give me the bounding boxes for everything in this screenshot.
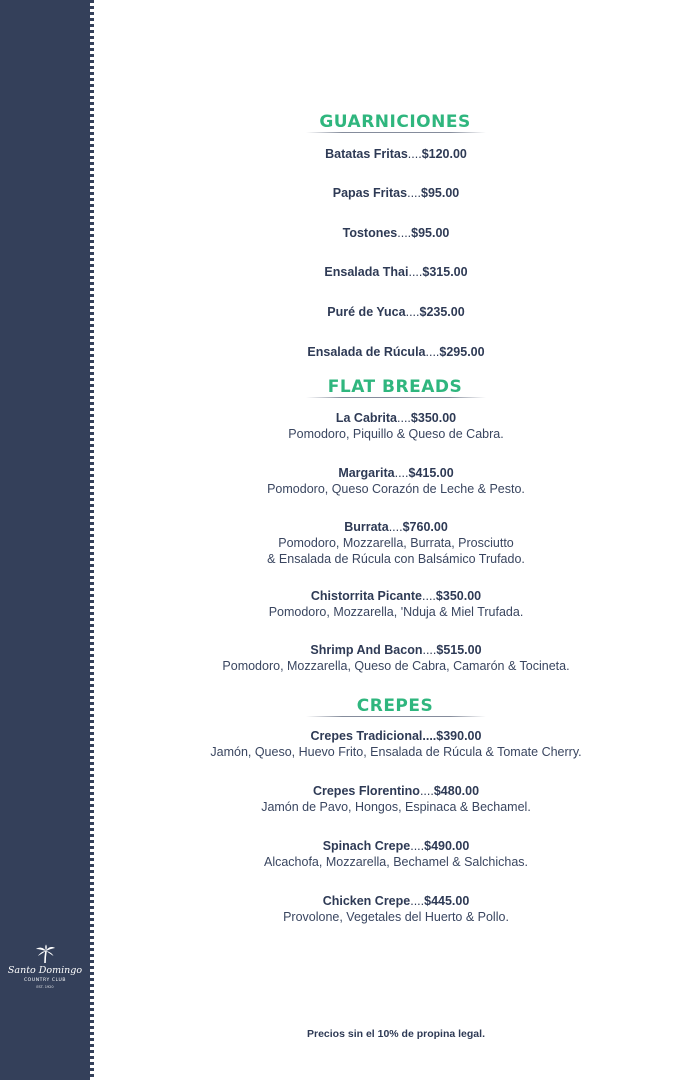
item-dots: ....: [405, 305, 420, 319]
menu-item: [180, 783, 612, 815]
item-name: La Cabrita: [335, 411, 398, 425]
item-price: $235.00: [419, 305, 465, 319]
item-price: $445.00: [424, 894, 470, 908]
logo-est-text: EST. 1920: [36, 985, 54, 989]
item-name: Burrata: [344, 520, 389, 534]
menu-item: [180, 519, 612, 567]
menu-item: [180, 185, 612, 201]
item-price: $480.00: [433, 784, 480, 798]
menu-item: [180, 410, 612, 442]
item-name: Papas Fritas: [332, 186, 408, 200]
item-name: Ensalada Thai: [324, 265, 409, 279]
item-price: $315.00: [422, 265, 468, 279]
item-name: Crepes Tradicional....: [310, 729, 437, 743]
menu-item: [180, 588, 612, 620]
section-divider: [306, 132, 486, 133]
item-dots: ....: [422, 589, 436, 603]
item-dots: ....: [410, 894, 425, 908]
item-dots: ....: [419, 784, 434, 798]
item-price: $295.00: [439, 345, 485, 359]
menu-item: [180, 146, 612, 162]
item-price: $490.00: [424, 839, 470, 853]
item-dots: ....: [394, 466, 409, 480]
item-description-line-2: & Ensalada de Rúcula con Balsámico Trufado.: [267, 552, 525, 566]
item-dots: ....: [397, 411, 411, 425]
item-name: Spinach Crepe: [322, 839, 411, 853]
item-description: Pomodoro, Mozzarella, Queso de Cabra, Camarón & Tocineta.: [222, 659, 570, 673]
item-description: Pomodoro, Mozzarella, 'Nduja & Miel Trufada.: [268, 605, 524, 619]
item-price: $415.00: [408, 466, 454, 480]
item-description: Provolone, Vegetales del Huerto & Pollo.: [283, 910, 509, 924]
item-dots: ....: [425, 345, 440, 359]
footer-note: Precios sin el 10% de propina legal.: [307, 1028, 485, 1040]
item-price: $120.00: [421, 147, 467, 161]
item-name: Margarita: [338, 466, 395, 480]
item-dots: ....: [408, 265, 423, 279]
menu-item: [180, 304, 612, 320]
section-title-crepes: CREPES: [356, 696, 434, 716]
item-name: Tostones: [342, 226, 398, 240]
sidebar-band: [0, 0, 90, 1080]
menu-item: [180, 465, 612, 497]
item-name: Ensalada de Rúcula: [307, 345, 426, 359]
sidebar-perforated-edge: [88, 0, 94, 1080]
menu-item: [180, 728, 612, 760]
section-title-guarniciones: GUARNICIONES: [319, 112, 471, 132]
menu-item: [180, 264, 612, 280]
item-dots: ....: [397, 226, 412, 240]
menu-item: [180, 344, 612, 360]
logo-script-name: Santo Domingo: [7, 965, 83, 976]
item-name: Shrimp And Bacon: [310, 643, 423, 657]
item-price: $390.00: [436, 729, 482, 743]
club-logo: [4, 944, 86, 989]
menu-item: [180, 642, 612, 674]
item-description: Pomodoro, Mozzarella, Burrata, Prosciutto: [278, 536, 514, 550]
item-price: $515.00: [436, 643, 482, 657]
section-divider: [306, 397, 486, 398]
item-name: Crepes Florentino: [312, 784, 420, 798]
item-dots: ....: [410, 839, 425, 853]
item-name: Batatas Fritas: [325, 147, 408, 161]
logo-club-text: COUNTRY CLUB: [23, 978, 67, 983]
item-name: Chistorrita Picante: [310, 589, 423, 603]
item-description: Jamón, Queso, Huevo Frito, Ensalada de Rúcula & Tomate Cherry.: [210, 745, 582, 759]
item-price: $95.00: [411, 226, 450, 240]
menu-item: [180, 225, 612, 241]
section-title-flat-breads: FLAT BREADS: [327, 377, 463, 397]
palm-tree-icon: [34, 944, 56, 964]
item-description: Pomodoro, Piquillo & Queso de Cabra.: [288, 427, 504, 441]
item-description: Jamón de Pavo, Hongos, Espinaca & Bechamel.: [261, 800, 531, 814]
item-description: Pomodoro, Queso Corazón de Leche & Pesto.: [267, 482, 525, 496]
item-price: $760.00: [402, 520, 448, 534]
item-price: $350.00: [435, 589, 482, 603]
menu-item: [180, 838, 612, 870]
item-name: Puré de Yuca: [327, 305, 406, 319]
item-dots: ....: [422, 643, 437, 657]
menu-item: [180, 893, 612, 925]
item-dots: ....: [388, 520, 403, 534]
item-dots: ....: [407, 186, 421, 200]
item-dots: ....: [407, 147, 422, 161]
item-price: $95.00: [421, 186, 460, 200]
item-price: $350.00: [410, 411, 457, 425]
item-description: Alcachofa, Mozzarella, Bechamel & Salchichas.: [263, 855, 528, 869]
item-name: Chicken Crepe: [322, 894, 411, 908]
section-divider: [306, 716, 486, 717]
